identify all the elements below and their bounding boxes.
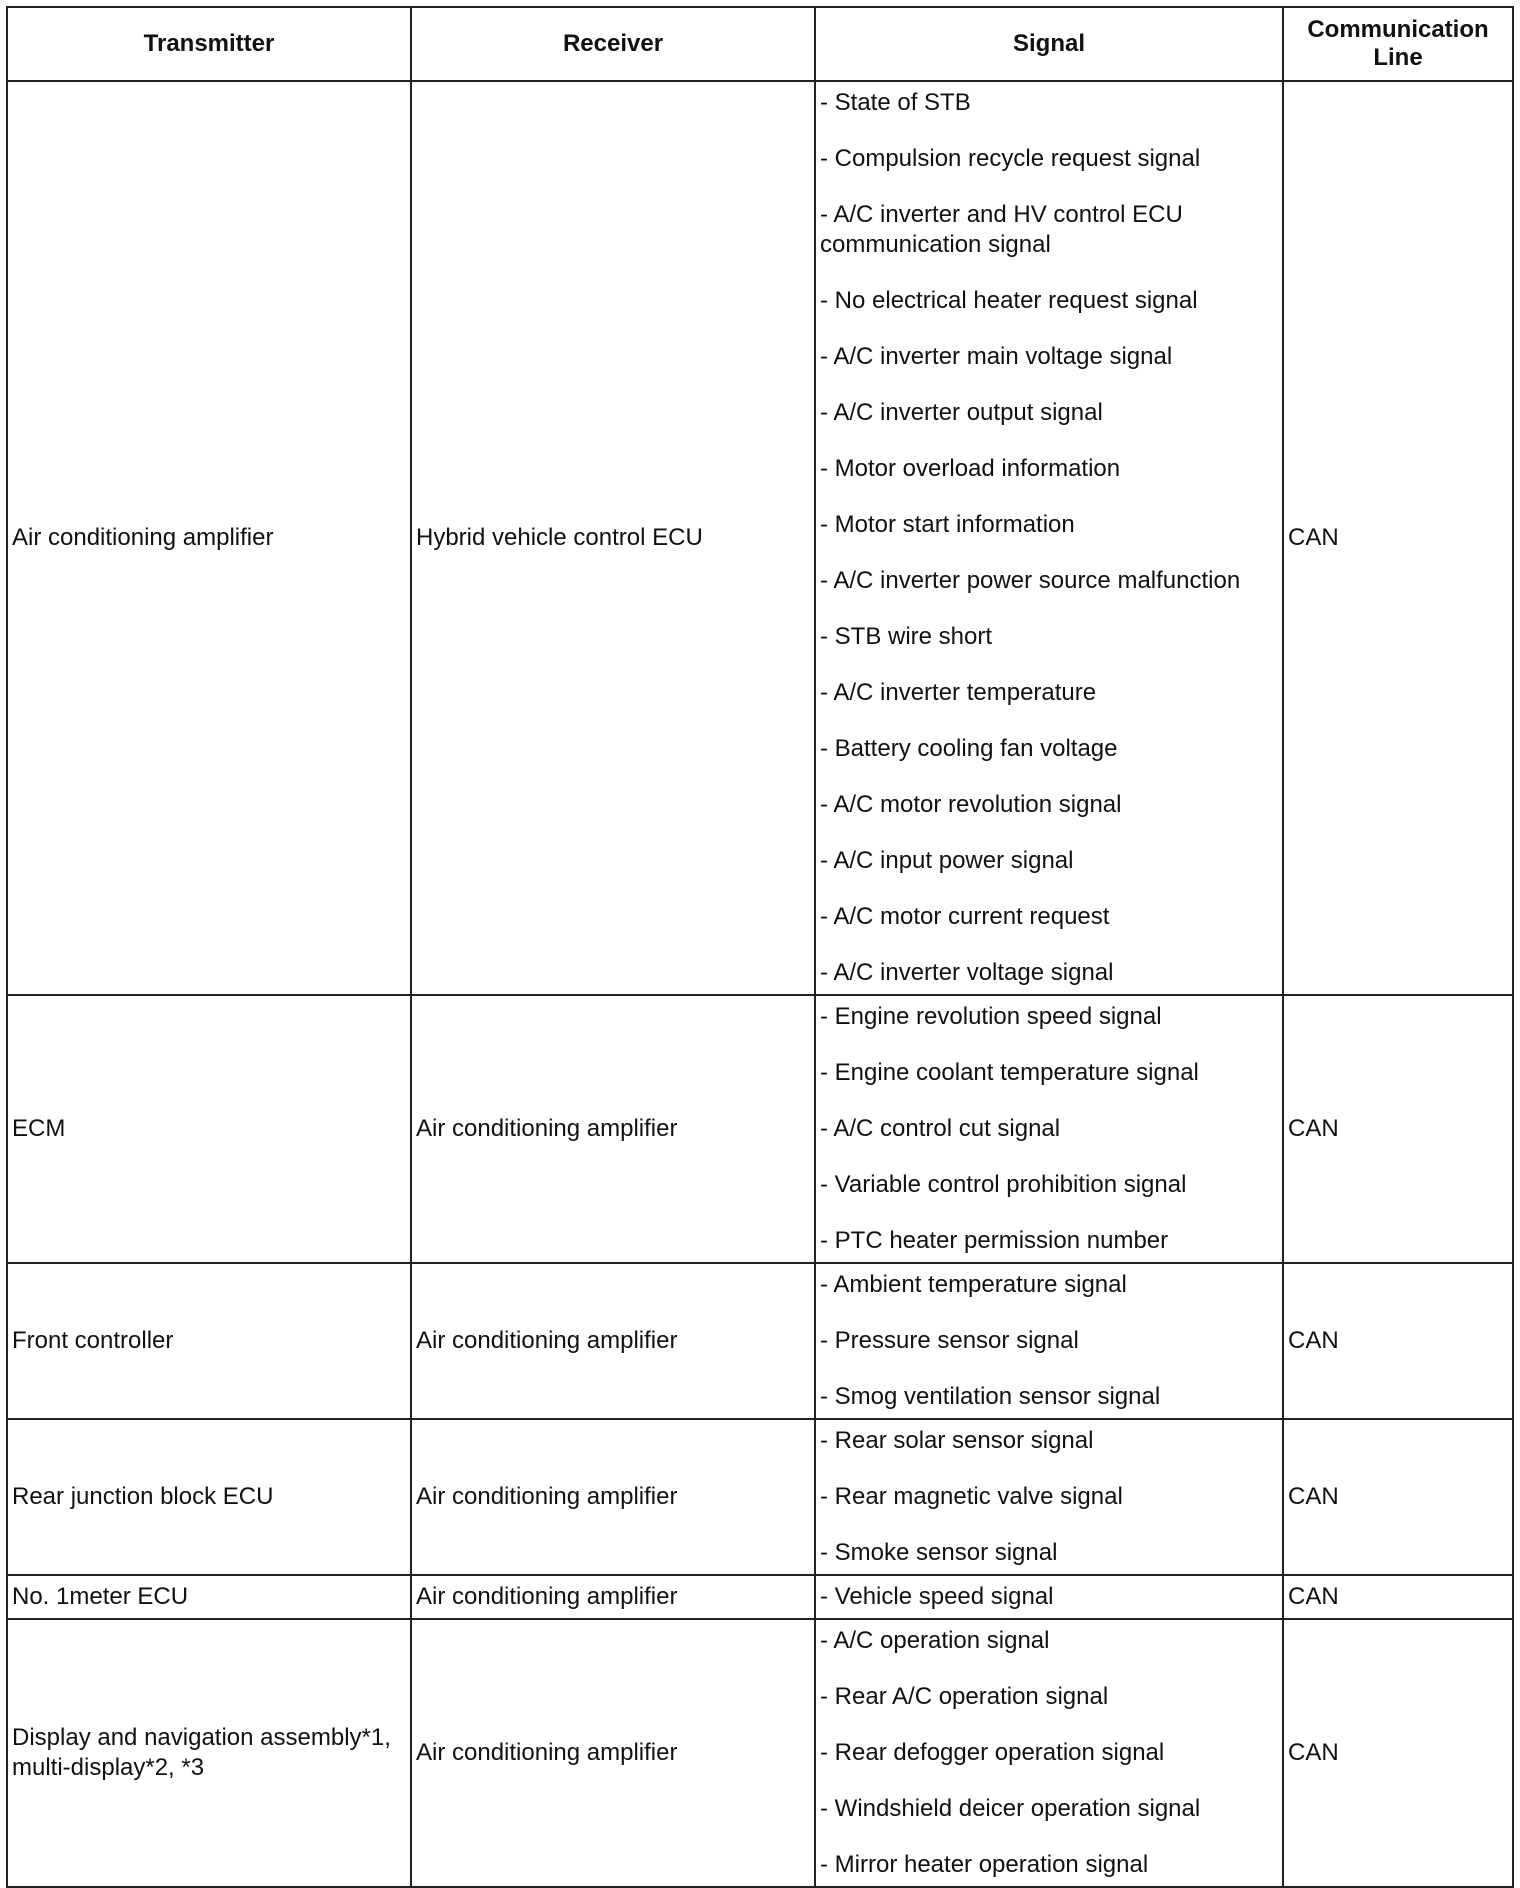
communication-table-wrapper (6, 6, 1514, 1888)
table-row (7, 1263, 1513, 1419)
transmitter-cell: ECM (7, 995, 411, 1263)
transmitter-cell: Air conditioning amplifier (7, 81, 411, 995)
signal-item: - Engine revolution speed signal (820, 1003, 1162, 1030)
signal-item: - Variable control prohibition signal (820, 1171, 1187, 1198)
communication-table (6, 6, 1514, 1888)
signal-item: - A/C input power signal (820, 847, 1074, 874)
signal-item: - Mirror heater operation signal (820, 1851, 1149, 1878)
communication-line-cell: CAN (1283, 1619, 1513, 1887)
receiver-cell: Air conditioning amplifier (411, 1419, 815, 1575)
receiver-cell: Air conditioning amplifier (411, 1619, 815, 1887)
signal-item: - A/C inverter temperature (820, 679, 1097, 706)
signal-cell (815, 81, 1283, 995)
signal-item: - Smoke sensor signal (820, 1539, 1058, 1566)
signal-item: - A/C control cut signal (820, 1115, 1061, 1142)
table-header-row (7, 7, 1513, 81)
signal-item: - Engine coolant temperature signal (820, 1059, 1199, 1086)
signal-item: - PTC heater permission number (820, 1227, 1169, 1254)
signal-item: - Rear defogger operation signal (820, 1739, 1165, 1766)
communication-line-cell: CAN (1283, 1263, 1513, 1419)
receiver-cell: Air conditioning amplifier (411, 995, 815, 1263)
signal-item: - A/C inverter main voltage signal (820, 343, 1173, 370)
signal-item: - Windshield deicer operation signal (820, 1795, 1201, 1822)
signal-item: - STB wire short (820, 623, 993, 650)
signal-cell (815, 995, 1283, 1263)
signal-item: - State of STB (820, 89, 971, 116)
header-receiver: Receiver (411, 7, 815, 81)
signal-cell (815, 1419, 1283, 1575)
header-transmitter: Transmitter (7, 7, 411, 81)
signal-item: - Pressure sensor signal (820, 1327, 1079, 1354)
table-row (7, 1619, 1513, 1887)
signal-item: - A/C operation signal (820, 1627, 1050, 1654)
signal-item: - Battery cooling fan voltage (820, 735, 1118, 762)
signal-item: - A/C inverter output signal (820, 399, 1103, 426)
signal-item: - Ambient temperature signal (820, 1271, 1127, 1298)
header-signal: Signal (815, 7, 1283, 81)
signal-cell (815, 1263, 1283, 1419)
signal-item: - Vehicle speed signal (820, 1583, 1054, 1610)
receiver-cell: Hybrid vehicle control ECU (411, 81, 815, 995)
transmitter-cell: Display and navigation assembly*1, multi-display*2, *3 (7, 1619, 411, 1887)
transmitter-cell: Front controller (7, 1263, 411, 1419)
table-body (7, 81, 1513, 1887)
signal-item: - A/C inverter and HV control ECU communication signal (820, 201, 1183, 258)
signal-item: - Motor start information (820, 511, 1075, 538)
signal-cell (815, 1619, 1283, 1887)
table-row (7, 1419, 1513, 1575)
transmitter-cell: Rear junction block ECU (7, 1419, 411, 1575)
signal-item: - A/C motor revolution signal (820, 791, 1122, 818)
receiver-cell: Air conditioning amplifier (411, 1263, 815, 1419)
table-row (7, 995, 1513, 1263)
signal-item: - A/C inverter power source malfunction (820, 567, 1241, 594)
signal-item: - A/C motor current request (820, 903, 1110, 930)
header-communication-line: Communication Line (1283, 7, 1513, 81)
table-row (7, 1575, 1513, 1619)
signal-item: - Smog ventilation sensor signal (820, 1383, 1161, 1410)
signal-item: - Rear magnetic valve signal (820, 1483, 1123, 1510)
signal-item: - Rear solar sensor signal (820, 1427, 1094, 1454)
table-row (7, 81, 1513, 995)
communication-line-cell: CAN (1283, 1419, 1513, 1575)
signal-cell (815, 1575, 1283, 1619)
signal-item: - Motor overload information (820, 455, 1121, 482)
transmitter-cell: No. 1meter ECU (7, 1575, 411, 1619)
signal-item: - No electrical heater request signal (820, 287, 1198, 314)
communication-line-cell: CAN (1283, 81, 1513, 995)
communication-line-cell: CAN (1283, 995, 1513, 1263)
communication-line-cell: CAN (1283, 1575, 1513, 1619)
receiver-cell: Air conditioning amplifier (411, 1575, 815, 1619)
signal-item: - A/C inverter voltage signal (820, 959, 1114, 986)
signal-item: - Compulsion recycle request signal (820, 145, 1201, 172)
signal-item: - Rear A/C operation signal (820, 1683, 1109, 1710)
